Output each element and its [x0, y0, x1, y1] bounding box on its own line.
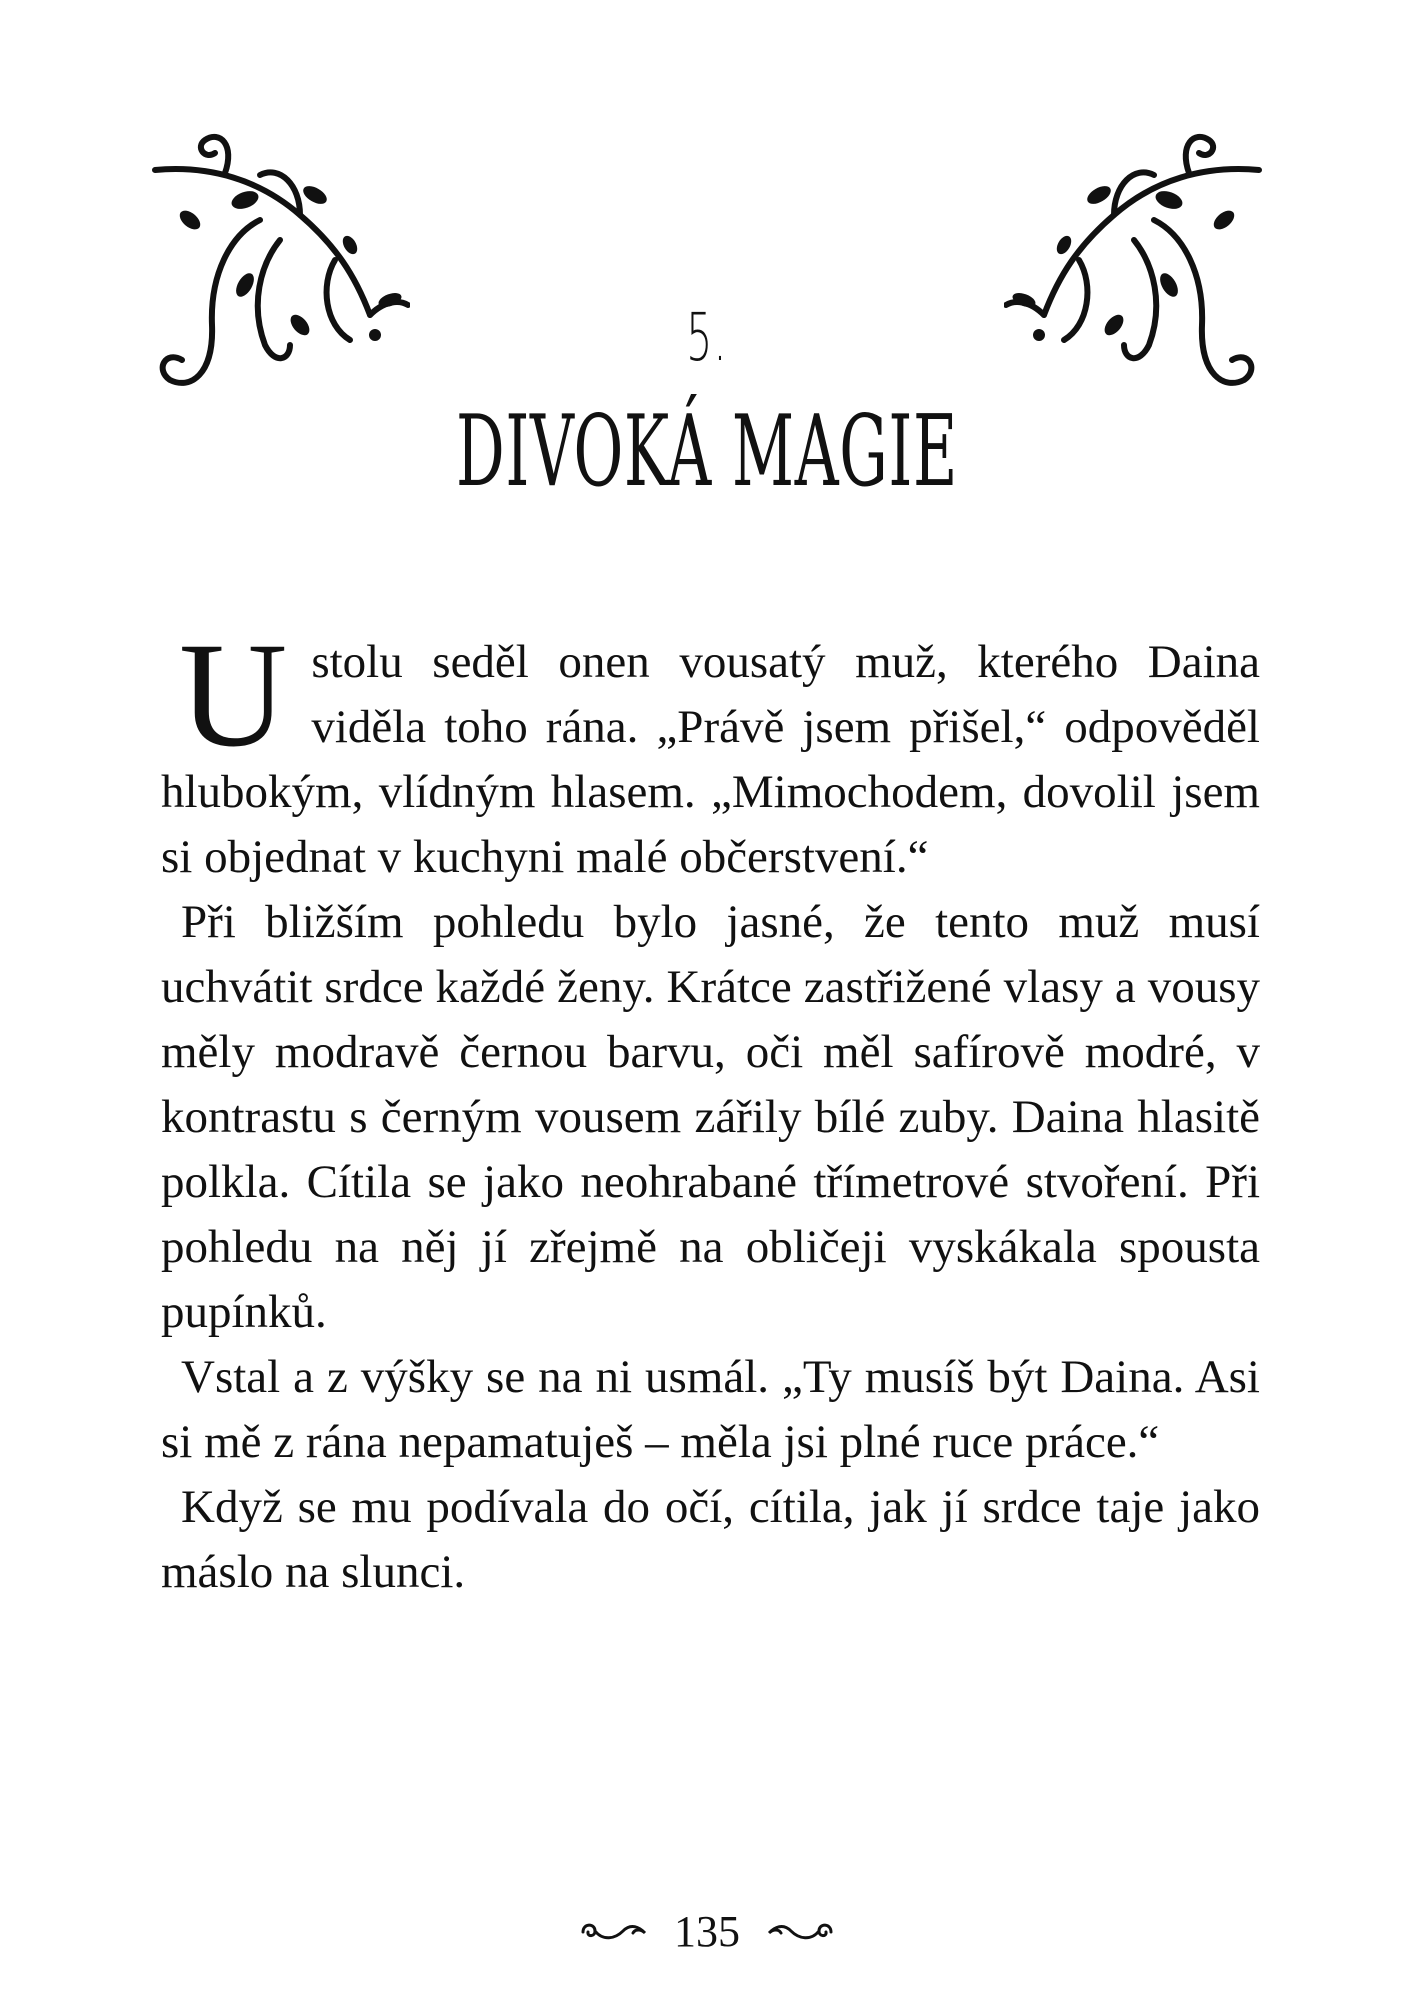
swirl-flourish-right-icon — [765, 1917, 835, 1947]
swirl-flourish-left-icon — [579, 1917, 649, 1947]
drop-cap: U — [179, 612, 288, 778]
paragraph-1-text: stolu seděl onen vousatý muž, kterého Daina viděla toho rána. „Právě jsem přišel,“ odpověděl hlubokým, vlídným hlasem. „Mimochodem, dovolil jsem si objednat v kuchyni malé občerstvení.“ — [161, 636, 1260, 883]
chapter-title: DIVOKÁ MAGIE — [456, 395, 958, 509]
paragraph-1 — [161, 612, 1260, 890]
paragraph-2: Při bližším pohledu bylo jasné, že tento muž musí uchvátit srdce každé ženy. Krátce zastřižené vlasy a vousy měly modravě černou barvu, oči měl safírově modré, v kontrastu s černým vousem zářily bílé zuby. Daina hlasitě polkla. Cítila se jako neohrabané třímetrové stvoření. Při pohledu na něj jí zřejmě na obličeji vyskákala spousta pupínků. — [161, 896, 1260, 1338]
paragraph-4: Když se mu podívala do očí, cítila, jak jí srdce taje jako máslo na slunci. — [161, 1481, 1260, 1598]
chapter-number: 5. — [686, 299, 728, 376]
paragraph-3: Vstal a z výšky se na ni usmál. „Ty musíš být Daina. Asi si mě z rána nepamatuješ – měla jsi plné ruce práce.“ — [161, 1351, 1260, 1468]
page-footer — [0, 1900, 1414, 1960]
chapter-body-text — [161, 612, 1260, 1605]
page-number: 135 — [674, 1906, 740, 1956]
